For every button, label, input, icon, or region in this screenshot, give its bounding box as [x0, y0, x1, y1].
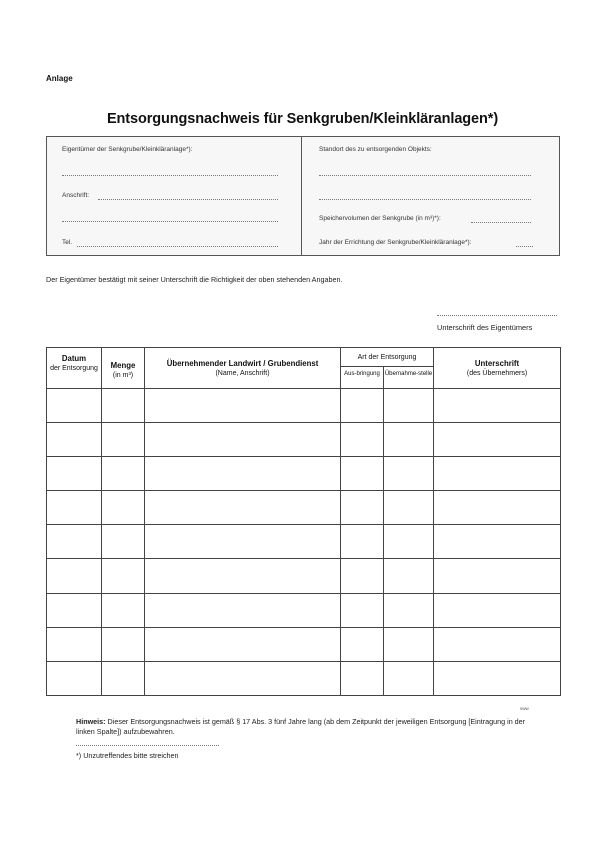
location-field[interactable]: [319, 175, 531, 176]
application-cell[interactable]: [341, 627, 384, 661]
takeover-cell[interactable]: [384, 627, 434, 661]
signature-cell[interactable]: [434, 593, 561, 627]
page-title: Entsorgungsnachweis für Senkgruben/Kleinkläranlagen*): [106, 111, 499, 127]
owner-label: Eigentümer der Senkgrube/Kleinkläranlage*):: [62, 146, 193, 153]
taker-cell[interactable]: [145, 661, 341, 695]
table-row: [47, 423, 561, 457]
address-field[interactable]: [98, 199, 278, 200]
col-taker-title: Übernehmender Landwirt / Grubendienst: [166, 359, 319, 368]
application-cell[interactable]: [341, 491, 384, 525]
footnote-separator: [76, 745, 219, 746]
signature-cell[interactable]: [434, 423, 561, 457]
table-row: [47, 525, 561, 559]
col-kind-takeover-header: [384, 367, 434, 389]
signature-cell[interactable]: [434, 491, 561, 525]
table-row: [47, 491, 561, 525]
amount-cell[interactable]: [102, 423, 145, 457]
col-date-header: [47, 348, 102, 389]
table-row: [47, 661, 561, 695]
amount-cell[interactable]: [102, 559, 145, 593]
table-row: [47, 457, 561, 491]
application-cell[interactable]: [341, 457, 384, 491]
takeover-cell[interactable]: [384, 559, 434, 593]
location-field-2[interactable]: [319, 199, 531, 200]
date-cell[interactable]: [47, 559, 102, 593]
taker-cell[interactable]: [145, 457, 341, 491]
phone-field[interactable]: [77, 246, 278, 247]
application-cell[interactable]: [341, 661, 384, 695]
takeover-cell[interactable]: [384, 491, 434, 525]
signature-cell[interactable]: [434, 525, 561, 559]
application-cell[interactable]: [341, 389, 384, 423]
location-label: Standort des zu entsorgenden Objekts:: [319, 146, 432, 153]
amount-cell[interactable]: [102, 389, 145, 423]
amount-cell[interactable]: [102, 491, 145, 525]
col-taker-header: [145, 348, 341, 389]
owner-signature-label: Unterschrift des Eigentümers: [437, 323, 533, 332]
table-row: [47, 627, 561, 661]
date-cell[interactable]: [47, 389, 102, 423]
table-row: [47, 389, 561, 423]
col-kind-takeover: Übernahme-stelle: [384, 371, 433, 377]
table-row: [47, 559, 561, 593]
amount-cell[interactable]: [102, 593, 145, 627]
date-cell[interactable]: [47, 593, 102, 627]
address-field-2[interactable]: [62, 221, 278, 222]
takeover-cell[interactable]: [384, 525, 434, 559]
application-cell[interactable]: [341, 559, 384, 593]
date-cell[interactable]: [47, 423, 102, 457]
takeover-cell[interactable]: [384, 661, 434, 695]
owner-info-box: [46, 136, 560, 256]
takeover-cell[interactable]: [384, 457, 434, 491]
owner-signature-line[interactable]: [437, 315, 557, 316]
amount-cell[interactable]: [102, 627, 145, 661]
signature-cell[interactable]: [434, 389, 561, 423]
amount-cell[interactable]: [102, 457, 145, 491]
col-date-title: Datum: [61, 354, 87, 363]
address-label: Anschrift:: [62, 192, 90, 199]
date-cell[interactable]: [47, 525, 102, 559]
application-cell[interactable]: [341, 423, 384, 457]
storage-volume-label: Speichervolumen der Senkgrube (in m³)*):: [319, 215, 441, 222]
amount-cell[interactable]: [102, 525, 145, 559]
col-amount-sub: (in m³): [112, 372, 134, 379]
col-date-sub: der Entsorgung: [50, 365, 98, 372]
taker-cell[interactable]: [145, 423, 341, 457]
col-signature-sub: (des Übernehmers): [466, 370, 528, 377]
application-cell[interactable]: [341, 525, 384, 559]
year-built-label: Jahr der Errichtung der Senkgrube/Kleinkläranlage*):: [319, 239, 472, 246]
date-cell[interactable]: [47, 661, 102, 695]
retention-note: [76, 717, 541, 737]
application-cell[interactable]: [341, 593, 384, 627]
date-cell[interactable]: [47, 627, 102, 661]
signature-cell[interactable]: [434, 627, 561, 661]
taker-cell[interactable]: [145, 559, 341, 593]
col-kind-title: Art der Entsorgung: [357, 354, 417, 361]
col-amount-title: Menge: [110, 361, 136, 370]
anlage-label: Anlage: [46, 74, 73, 83]
takeover-cell[interactable]: [384, 593, 434, 627]
taker-cell[interactable]: [145, 491, 341, 525]
date-cell[interactable]: [47, 491, 102, 525]
publisher-mark: sww: [520, 706, 529, 711]
col-kind-application-header: [341, 367, 384, 389]
date-cell[interactable]: [47, 457, 102, 491]
col-amount-header: [102, 348, 145, 389]
col-kind-header: [341, 348, 434, 367]
signature-cell[interactable]: [434, 559, 561, 593]
phone-label: Tel.: [62, 239, 73, 246]
taker-cell[interactable]: [145, 593, 341, 627]
col-signature-header: [434, 348, 561, 389]
disposal-log-table: [46, 347, 561, 696]
taker-cell[interactable]: [145, 525, 341, 559]
note-text: Dieser Entsorgungsnachweis ist gemäß § 17 Abs. 3 fünf Jahre lang (ab dem Zeitpunkt der jeweiligen Entsorgung [Eintragung in der linken Spalte]) aufzubewahren.: [76, 717, 526, 736]
table-row: [47, 593, 561, 627]
col-taker-sub: (Name, Anschrift): [215, 370, 270, 377]
taker-cell[interactable]: [145, 389, 341, 423]
signature-cell[interactable]: [434, 661, 561, 695]
storage-volume-field[interactable]: [471, 222, 531, 223]
col-signature-title: Unterschrift: [474, 359, 520, 368]
year-built-field[interactable]: [516, 246, 533, 247]
signature-cell[interactable]: [434, 457, 561, 491]
box-divider: [301, 137, 302, 255]
col-kind-application: Aus-bringung: [344, 371, 380, 377]
note-label: Hinweis:: [76, 717, 106, 726]
owner-confirmation-text: Der Eigentümer bestätigt mit seiner Unterschrift die Richtigkeit der oben stehenden Angaben.: [46, 275, 343, 284]
owner-field[interactable]: [62, 175, 278, 176]
taker-cell[interactable]: [145, 627, 341, 661]
takeover-cell[interactable]: [384, 423, 434, 457]
amount-cell[interactable]: [102, 661, 145, 695]
footnote-text: *) Unzutreffendes bitte streichen: [76, 751, 179, 760]
takeover-cell[interactable]: [384, 389, 434, 423]
